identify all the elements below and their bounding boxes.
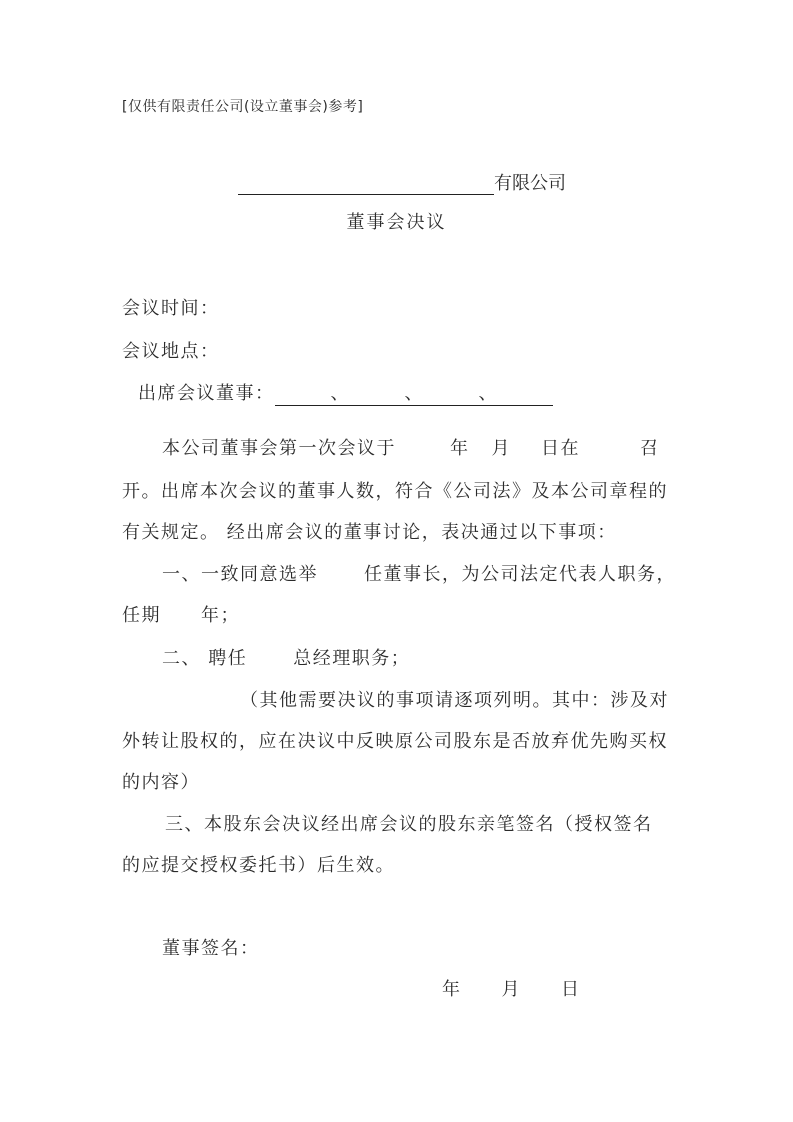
director-separator: 、 [331,379,349,406]
item-2-line [162,644,410,670]
director-blank[interactable] [349,385,405,406]
reference-note: [仅供有限责任公司(设立董事会)参考] [122,99,364,115]
item-2-appoint-text: 二、 聘任 [162,648,248,669]
item-1-line-1 [162,560,676,586]
director-blank[interactable] [497,385,553,406]
signature-date [442,975,581,1001]
date-month: 月 [501,979,521,1000]
other-items-line-2: 外转让股权的，应在决议中反映原公司股东是否放弃优先购买权 [122,731,668,752]
date-day: 日 [561,979,581,1000]
paragraph-1-line-3: 有关规定。 经出席会议的董事讨论，表决通过以下事项： [122,522,617,543]
meeting-place-label: 会议地点： [122,341,220,362]
item-2-manager-text: 总经理职务； [293,648,411,669]
meeting-time-label: 会议时间： [122,298,220,319]
attending-directors-label: 出席会议董事： [138,383,275,404]
year-text: 年 [450,438,470,459]
other-items-line-1: （其他需要决议的事项请逐项列明。其中：涉及对 [240,690,669,711]
attending-directors-line [138,379,553,406]
paragraph-1-line-1 [162,434,660,460]
director-separator: 、 [479,379,497,406]
meeting-date-text: 本公司董事会第一次会议于 [162,438,396,459]
month-text: 月 [491,438,511,459]
item-1-line-2 [122,601,240,627]
item-1-elect-text: 一、一致同意选举 [162,564,318,585]
day-text: 日在 [541,438,580,459]
term-label: 任期 [122,605,161,626]
item-1-chairman-text: 任董事长，为公司法定代表人职务， [364,564,676,585]
director-blank[interactable] [275,385,331,406]
other-items-line-3: 的内容） [122,772,200,793]
paragraph-1-line-2: 开。出席本次会议的董事人数，符合《公司法》及本公司章程的 [122,481,668,502]
term-years-text: 年； [201,605,240,626]
company-suffix: 有限公司 [494,173,566,194]
company-name-line [238,169,566,195]
date-year: 年 [442,979,462,1000]
director-separator: 、 [405,379,423,406]
director-blank[interactable] [423,385,479,406]
company-name-blank[interactable] [238,172,494,195]
item-3-line-1: 三、本股东会决议经出席会议的股东亲笔签名（授权签名 [165,814,653,835]
item-3-line-2: 的应提交授权委托书）后生效。 [122,855,395,876]
convene-text: 召 [640,438,660,459]
director-signature-label: 董事签名： [162,938,260,959]
page-title: 董事会决议 [346,212,447,233]
